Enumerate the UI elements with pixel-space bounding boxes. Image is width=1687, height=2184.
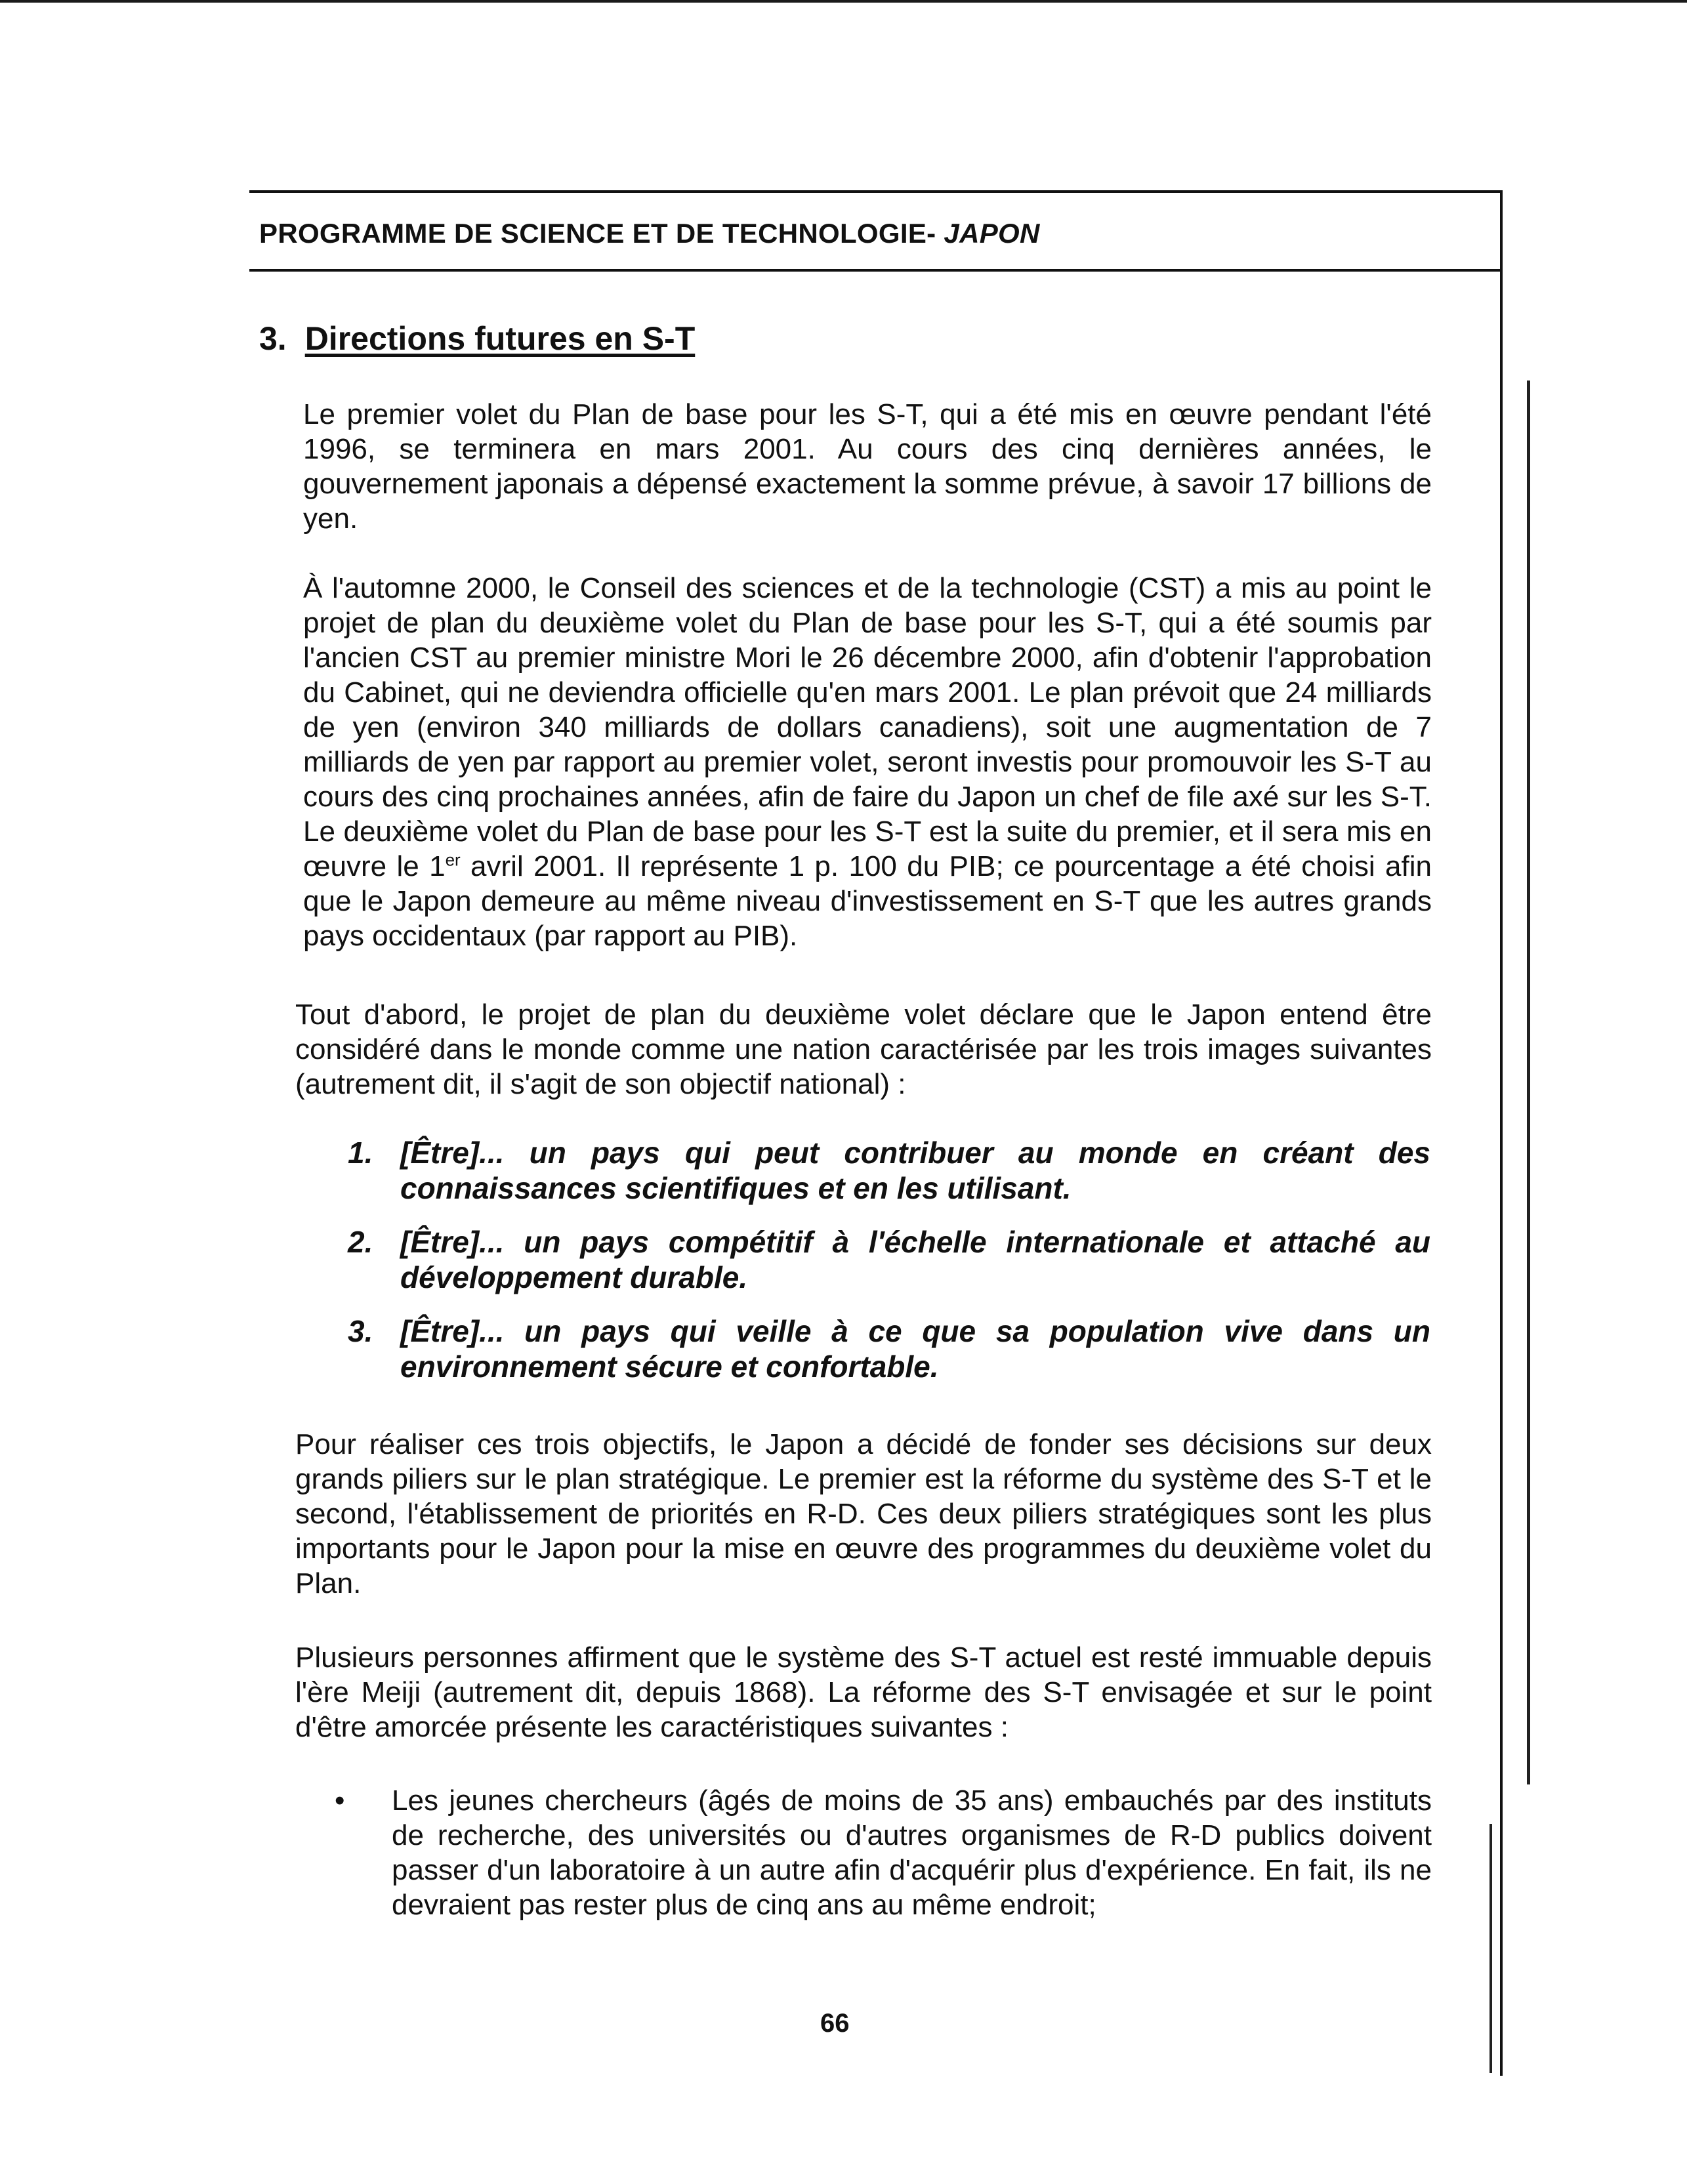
objective-item: [348, 1224, 1430, 1295]
section-title: Directions futures en S-T: [304, 320, 696, 357]
paragraph-5: Plusieurs personnes affirment que le système des S-T actuel est resté immuable depuis l'ère Meiji (autrement dit, depuis 1868). La réforme des S-T envisagée et sur le point d'être amorcée présente les caractéristiques suivantes :: [295, 1641, 1432, 1743]
objective-marker: 2.: [348, 1225, 373, 1259]
margin-vertical-line: [1527, 381, 1530, 1784]
margin-vertical-line-lower: [1489, 1824, 1492, 2073]
header-title-main: PROGRAMME DE SCIENCE ET DE TECHNOLOGIE-: [259, 218, 936, 249]
running-header: [259, 218, 1040, 249]
page-right-border: [1500, 272, 1503, 2076]
objective-text: [Être]... un pays qui veille à ce que sa population vive dans un environnement sécure et confortable.: [400, 1314, 1430, 1384]
bullet-item: [335, 1783, 1432, 1922]
page-number: 66: [820, 2009, 850, 2038]
paragraph-1: Le premier volet du Plan de base pour les S-T, qui a été mis en œuvre pendant l'été 1996, se terminera en mars 2001. Au cours des cinq dernières années, le gouvernement japonais a dépensé exactement la somme prévue, à savoir 17 billions de yen.: [303, 398, 1432, 535]
objective-item: [348, 1135, 1430, 1206]
header-rule-right: [1500, 190, 1503, 272]
bullet-text: Les jeunes chercheurs (âgés de moins de 35 ans) embauchés par des instituts de recherche, des universités ou d'autres organismes de R-D publics doivent passer d'un laboratoire à un autre afin d'acquérir plus d'expérience. En fait, ils ne devraient pas rester plus de cinq ans au même endroit;: [392, 1784, 1432, 1921]
paragraph-2-part-a: À l'automne 2000, le Conseil des sciences et de la technologie (CST) a mis au point le projet de plan du deuxième volet du Plan de base pour les S-T, qui a été soumis par l'ancien CST au premier ministre Mori le 26 décembre 2000, afin d'obtenir l'approbation du Cabinet, qui ne deviendra officielle qu'en mars 2001. Le plan prévoit que 24 milliards de yen (environ 340 milliards de dollars canadiens), soit une augmentation de 7 milliards de yen par rapport au premier volet, seront investis pour promouvoir les S-T au cours des cinq prochaines années, afin de faire du Japon un chef de file axé sur les S-T. Le deuxième volet du Plan de base pour les S-T est la suite du premier, et il sera mis en œuvre le 1: [303, 572, 1432, 882]
objectives-list: [348, 1135, 1430, 1403]
objective-text: [Être]... un pays compétitif à l'échelle internationale et attaché au développement durable.: [400, 1225, 1430, 1294]
objective-text: [Être]... un pays qui peut contribuer au monde en créant des connaissances scientifiques et en les utilisant.: [400, 1136, 1430, 1205]
objective-marker: 3.: [348, 1314, 373, 1348]
paragraph-2-part-b: avril 2001. Il représente 1 p. 100 du PIB; ce pourcentage a été choisi afin que le Japon demeure au même niveau d'investissement en S-T que les autres grands pays occidentaux (par rapport au PIB).: [303, 850, 1432, 952]
paragraph-3: Tout d'abord, le projet de plan du deuxième volet déclare que le Japon entend être considéré dans le monde comme une nation caractérisée par les trois images suivantes (autrement dit, il s'agit de son objectif national) :: [295, 999, 1432, 1100]
paragraph-4: Pour réaliser ces trois objectifs, le Japon a décidé de fonder ses décisions sur deux grands piliers sur le plan stratégique. Le premier est la réforme du système des S-T et le second, l'établissement de priorités en R-D. Ces deux piliers stratégiques sont les plus importants pour le Japon pour la mise en œuvre des programmes du deuxième volet du Plan.: [295, 1428, 1432, 1599]
paragraph-2-superscript: er: [445, 850, 461, 870]
paragraph-2: [303, 571, 1432, 953]
bullet-marker: •: [335, 1784, 345, 1817]
bullet-list: [335, 1783, 1432, 1922]
section-heading: [259, 319, 695, 358]
header-rule-top: [249, 190, 1503, 193]
objective-marker: 1.: [348, 1136, 373, 1170]
scan-top-edge: [0, 0, 1687, 3]
objective-item: [348, 1313, 1430, 1384]
header-rule-bottom: [249, 269, 1503, 272]
header-title-country: JAPON: [944, 218, 1040, 249]
section-number: 3.: [259, 320, 287, 357]
